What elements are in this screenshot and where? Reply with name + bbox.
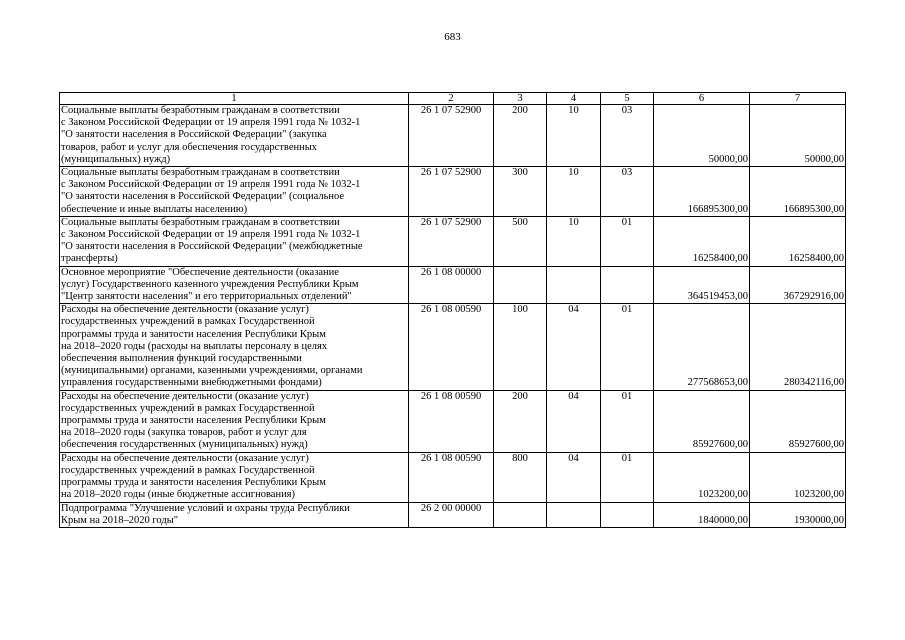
row-name: Расходы на обеспечение деятельности (оказание услуг) государственных учреждений в рамках Государственной программы труда и занятости населения Республики Крым на 2018–2020 годы (закупка товаров, работ и услуг для обеспечения государственных (муниципальных) нужд) (60, 390, 409, 452)
row-section: 04 (547, 390, 601, 452)
row-subsection: 01 (601, 216, 654, 266)
row-section: 10 (547, 216, 601, 266)
row-expense-type (494, 502, 547, 527)
row-section: 04 (547, 304, 601, 390)
row-target-code: 26 1 07 52900 (409, 216, 494, 266)
row-subsection: 03 (601, 167, 654, 217)
row-target-code: 26 1 08 00590 (409, 452, 494, 502)
row-name: Социальные выплаты безработным гражданам в соответствии с Законом Российской Федерации от 19 апреля 1991 года № 1032-1 "О занятости населения в Российской Федерации" (межбюджетные трансферты) (60, 216, 409, 266)
row-section: 10 (547, 167, 601, 217)
row-amount-col6: 16258400,00 (654, 216, 750, 266)
row-name: Расходы на обеспечение деятельности (оказание услуг) государственных учреждений в рамках Государственной программы труда и занятости населения Республики Крым на 2018–2020 годы (расходы на выплаты персоналу в целях обеспечения выполнения функций государственными (муниципальными) органами, казенными учреждениями, органами управления государственными внебюджетными фондами) (60, 304, 409, 390)
row-expense-type: 300 (494, 167, 547, 217)
row-amount-col6: 1840000,00 (654, 502, 750, 527)
row-name: Основное мероприятие "Обеспечение деятельности (оказание услуг) Государственного казенного учреждения Республики Крым "Центр занятости населения" и его территориальных отделений" (60, 266, 409, 304)
row-amount-col7: 50000,00 (750, 105, 846, 167)
row-target-code: 26 1 08 00590 (409, 390, 494, 452)
table-row (60, 452, 846, 502)
table-header-row (60, 93, 846, 105)
column-header: 2 (409, 93, 494, 105)
row-subsection: 01 (601, 452, 654, 502)
row-expense-type (494, 266, 547, 304)
column-header: 6 (654, 93, 750, 105)
row-expense-type: 200 (494, 390, 547, 452)
page-number: 683 (444, 31, 461, 43)
row-target-code: 26 1 07 52900 (409, 167, 494, 217)
budget-table (59, 92, 846, 528)
row-target-code: 26 1 08 00000 (409, 266, 494, 304)
row-target-code: 26 1 07 52900 (409, 105, 494, 167)
row-amount-col7: 367292916,00 (750, 266, 846, 304)
row-subsection: 03 (601, 105, 654, 167)
row-amount-col7: 1023200,00 (750, 452, 846, 502)
row-amount-col7: 280342116,00 (750, 304, 846, 390)
table-row (60, 105, 846, 167)
row-amount-col6: 85927600,00 (654, 390, 750, 452)
row-amount-col7: 16258400,00 (750, 216, 846, 266)
row-expense-type: 200 (494, 105, 547, 167)
row-amount-col7: 166895300,00 (750, 167, 846, 217)
row-section: 10 (547, 105, 601, 167)
table-row (60, 216, 846, 266)
row-expense-type: 500 (494, 216, 547, 266)
column-header: 4 (547, 93, 601, 105)
row-amount-col7: 85927600,00 (750, 390, 846, 452)
table-row (60, 266, 846, 304)
table-row (60, 304, 846, 390)
row-amount-col6: 50000,00 (654, 105, 750, 167)
row-subsection: 01 (601, 304, 654, 390)
row-expense-type: 100 (494, 304, 547, 390)
column-header: 5 (601, 93, 654, 105)
column-header: 1 (60, 93, 409, 105)
row-name: Расходы на обеспечение деятельности (оказание услуг) государственных учреждений в рамках Государственной программы труда и занятости населения Республики Крым на 2018–2020 годы (иные бюджетные ассигнования) (60, 452, 409, 502)
row-name: Социальные выплаты безработным гражданам в соответствии с Законом Российской Федерации от 19 апреля 1991 года № 1032-1 "О занятости населения в Российской Федерации" (закупка товаров, работ и услуг для обеспечения государственных (муниципальных) нужд) (60, 105, 409, 167)
row-amount-col6: 166895300,00 (654, 167, 750, 217)
row-subsection (601, 266, 654, 304)
row-target-code: 26 1 08 00590 (409, 304, 494, 390)
row-amount-col6: 277568653,00 (654, 304, 750, 390)
table-row (60, 502, 846, 527)
column-header: 7 (750, 93, 846, 105)
row-expense-type: 800 (494, 452, 547, 502)
row-amount-col7: 1930000,00 (750, 502, 846, 527)
row-amount-col6: 364519453,00 (654, 266, 750, 304)
row-target-code: 26 2 00 00000 (409, 502, 494, 527)
table-row (60, 167, 846, 217)
table-row (60, 390, 846, 452)
row-name: Подпрограмма "Улучшение условий и охраны труда Республики Крым на 2018–2020 годы" (60, 502, 409, 527)
column-header: 3 (494, 93, 547, 105)
row-amount-col6: 1023200,00 (654, 452, 750, 502)
row-section (547, 502, 601, 527)
row-subsection (601, 502, 654, 527)
row-section: 04 (547, 452, 601, 502)
row-subsection: 01 (601, 390, 654, 452)
row-name: Социальные выплаты безработным гражданам в соответствии с Законом Российской Федерации от 19 апреля 1991 года № 1032-1 "О занятости населения в Российской Федерации" (социальное обеспечение и иные выплаты населению) (60, 167, 409, 217)
row-section (547, 266, 601, 304)
